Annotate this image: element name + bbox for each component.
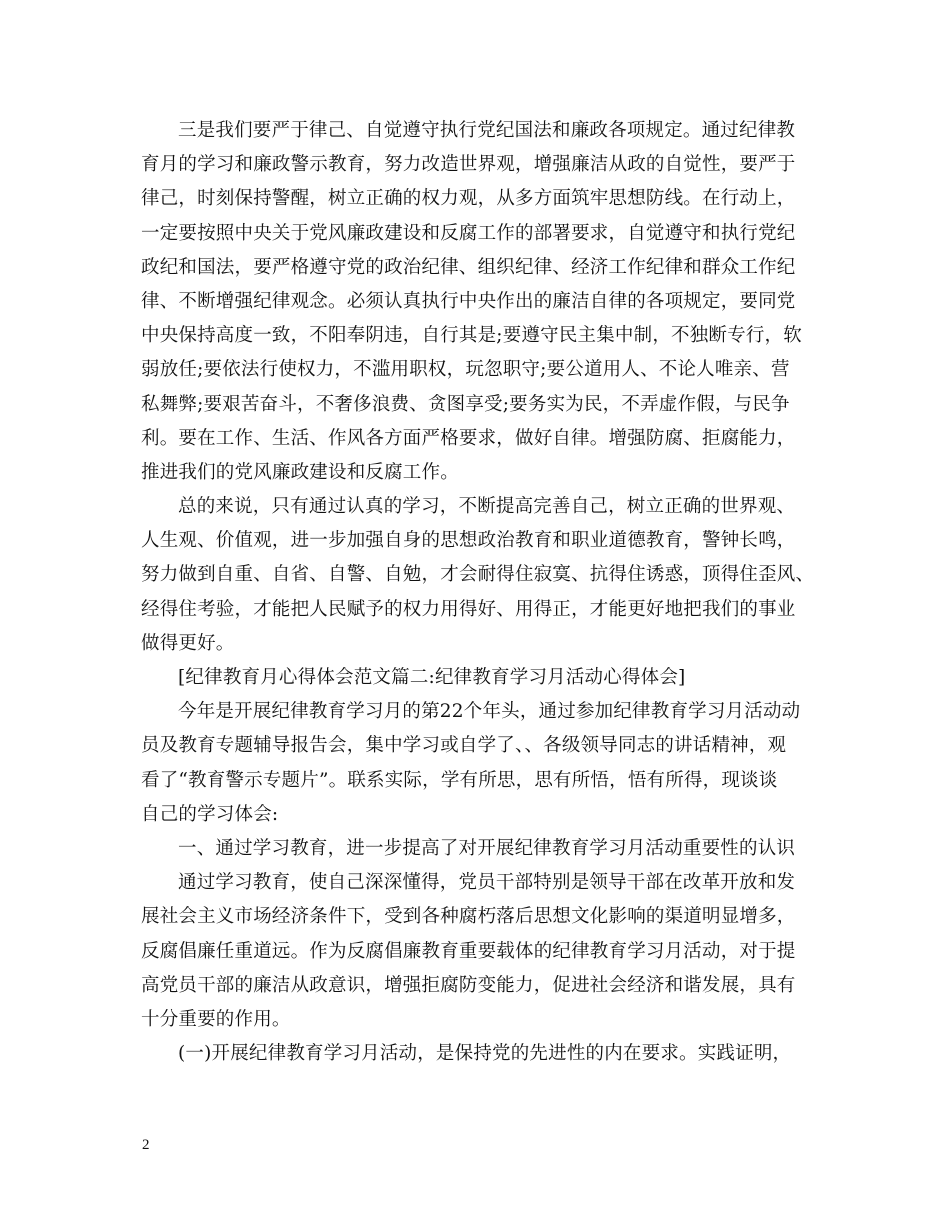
text-line: 反腐倡廉任重道远。作为反腐倡廉教育重要载体的纪律教育学习月活动，对于提 <box>141 940 796 962</box>
text-line: 展社会主义市场经济条件下，受到各种腐朽落后思想文化影响的渠道明显增多， <box>141 906 796 928</box>
text-line: 三是我们要严于律己、自觉遵守执行党纪国法和廉政各项规定。通过纪律教 <box>178 120 796 141</box>
text-line: 通过学习教育，使自己深深懂得，党员干部特别是领导干部在改革开放和发 <box>178 872 796 894</box>
text-line: 看了“教育警示专题片”。联系实际，学有所思，思有所悟，悟有所得，现谈谈 <box>141 769 778 791</box>
text-line: 育月的学习和廉政警示教育，努力改造世界观，增强廉洁从政的自觉性，要严于 <box>141 154 796 176</box>
text-line: 弱放任;要依法行使权力，不滥用职权，玩忽职守;要公道用人、不论人唯亲、营 <box>141 359 790 381</box>
text-line: 十分重要的作用。 <box>141 1008 291 1030</box>
text-line: 中央保持高度一致，不阳奉阴违，自行其是;要遵守民主集中制，不独断专行，软 <box>141 325 802 347</box>
text-line: (一)开展纪律教育学习月活动，是保持党的先进性的内在要求。实践证明， <box>178 1043 792 1065</box>
text-line: 人生观、价值观，进一步加强自身的思想政治教育和职业道德教育，警钟长鸣， <box>141 530 796 552</box>
text-line: 今年是开展纪律教育学习月的第22个年头，通过参加纪律教育学习月活动动 <box>178 701 801 723</box>
text-line: 高党员干部的廉洁从政意识，增强拒腐防变能力，促进社会经济和谐发展，具有 <box>141 974 796 996</box>
text-line: 推进我们的党风廉政建设和反腐工作。 <box>141 461 459 483</box>
text-line: 总的来说，只有通过认真的学习，不断提高完善自己，树立正确的世界观、 <box>178 496 796 518</box>
text-line: 经得住考验，才能把人民赋予的权力用得好、用得正，才能更好地把我们的事业 <box>141 598 796 620</box>
text-line: 政纪和国法，要严格遵守党的政治纪律、组织纪律、经济工作纪律和群众工作纪 <box>141 256 796 278</box>
text-line: 努力做到自重、自省、自警、自勉，才会耐得住寂寞、抗得住诱惑，顶得住歪风、 <box>141 564 815 586</box>
text-line: 一定要按照中央关于党风廉政建设和反腐工作的部署要求，自觉遵守和执行党纪 <box>141 222 796 244</box>
text-line: 一、通过学习教育，进一步提高了对开展纪律教育学习月活动重要性的认识 <box>178 837 796 859</box>
text-line: 利。要在工作、生活、作风各方面严格要求，做好自律。增强防腐、拒腐能力， <box>141 427 796 449</box>
text-line: 员及教育专题辅导报告会，集中学习或自学了、、各级领导同志的讲话精神，观 <box>141 735 787 757</box>
document-body <box>141 114 821 1071</box>
text-line: 自己的学习体会: <box>141 803 279 825</box>
page-number: 2 <box>142 1137 150 1153</box>
text-line: 律己，时刻保持警醒，树立正确的权力观，从多方面筑牢思想防线。在行动上， <box>141 188 796 210</box>
text-line: 私舞弊;要艰苦奋斗，不奢侈浪费、贪图享受;要务实为民，不弄虚作假，与民争 <box>141 393 790 415</box>
text-line: 律、不断增强纪律观念。必须认真执行中央作出的廉洁自律的各项规定，要同党 <box>141 290 796 312</box>
text-line: 做得更好。 <box>141 632 235 654</box>
text-line: [纪律教育月心得体会范文篇二:纪律教育学习月活动心得体会] <box>178 667 686 688</box>
